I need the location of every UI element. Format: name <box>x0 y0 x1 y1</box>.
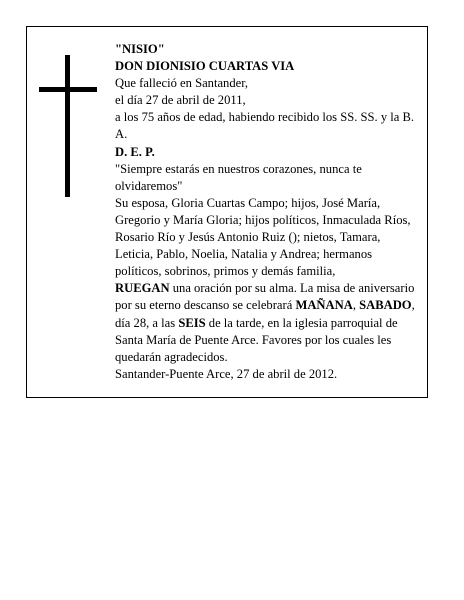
death-date-line: el día 27 de abril de 2011, <box>115 93 246 108</box>
cross-horizontal-bar <box>39 87 97 92</box>
family-list: Su esposa, Gloria Cuartas Campo; hijos, José María, Gregorio y María Gloria; hijos políticos, Inmaculada Ríos, Rosario Río y Jesús Antonio Ruiz (); nietos, Tamara, Leticia, Pablo, Noelia, Natalia y Andrea; hermanos políticos, sobrinos, primos y demás familia, <box>115 195 411 279</box>
seis-text: SEIS <box>178 315 206 330</box>
manana-text: MAÑANA <box>295 298 353 313</box>
deceased-name: DON DIONISIO CUARTAS VIA <box>115 59 295 74</box>
sabado-text: SABADO <box>359 298 412 313</box>
ruegan-text: RUEGAN <box>115 281 170 296</box>
mass-text-part-1: una oración por su alma. La misa de aniversario por su eterno descanso se celebrará <box>115 281 415 313</box>
mass-text-part-2: , día 28, a las <box>115 298 415 330</box>
deceased-nickname: "NISIO" <box>115 42 165 56</box>
death-place-line: Que falleció en Santander, <box>115 76 249 91</box>
obituary-notice <box>26 26 428 398</box>
mass-text-part-3: de la tarde, en la iglesia parroquial de Santa María de Puente Arce. Favores por los cuales les quedarán agradecidos. <box>115 315 398 364</box>
mass-announcement <box>115 280 420 365</box>
memorial-quote: "Siempre estarás en nuestros corazones, nunca te olvidaremos" <box>115 161 362 193</box>
cross-vertical-bar <box>65 55 70 197</box>
dep-text: D. E. P. <box>115 144 155 159</box>
age-sacraments-text: a los 75 años de edad, habiendo recibido los SS. SS. y la B. A. <box>115 110 415 142</box>
notice-text <box>115 41 420 383</box>
mass-text-comma: , <box>352 298 360 313</box>
closing-place-date: Santander-Puente Arce, 27 de abril de 2012. <box>115 366 338 381</box>
cross-icon <box>39 55 97 197</box>
